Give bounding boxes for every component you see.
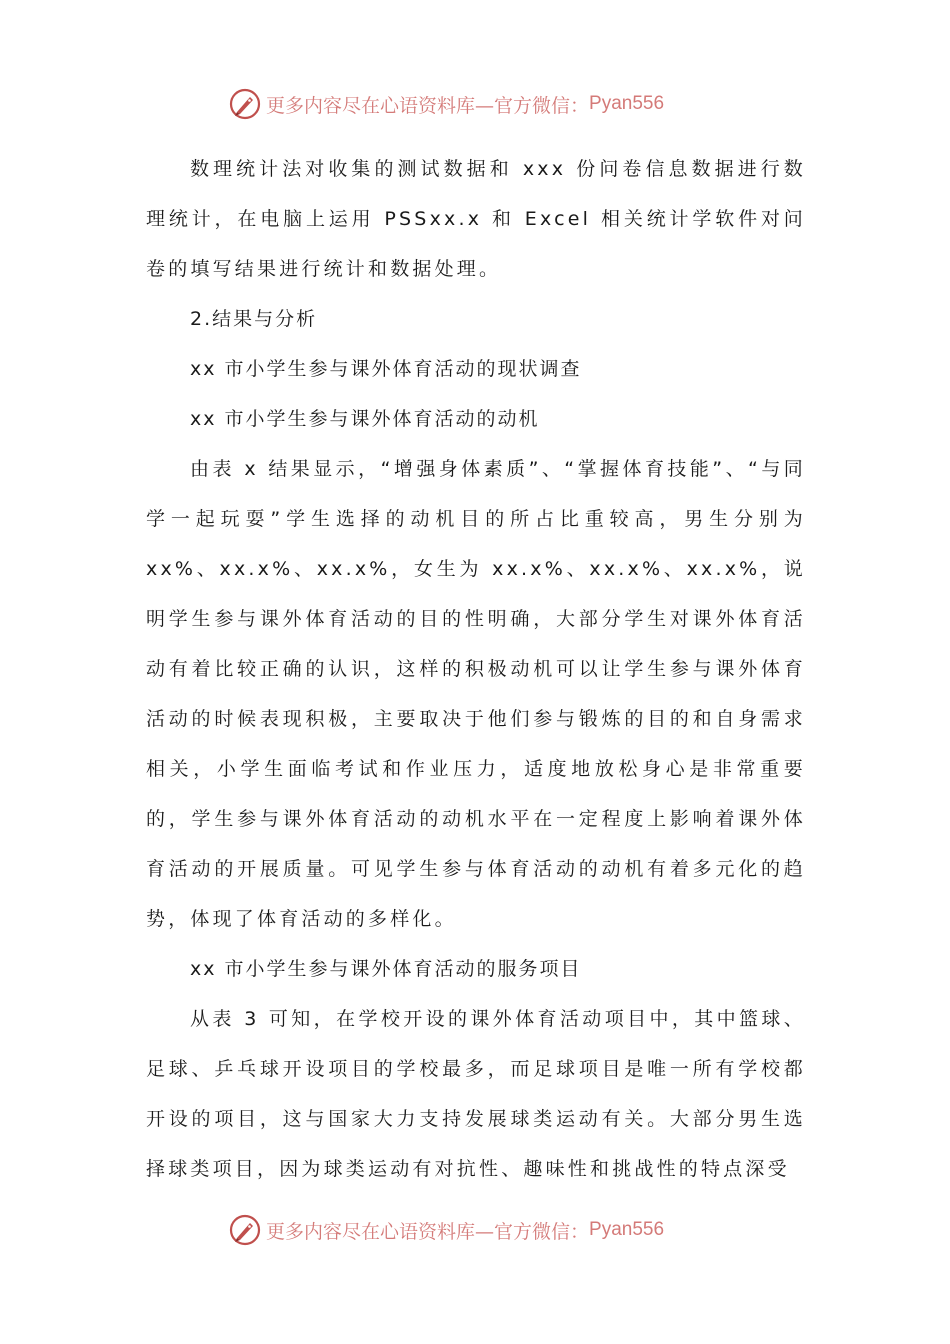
- document-body: [146, 144, 806, 1194]
- pen-nib-logo-icon: [228, 87, 262, 121]
- banner-text: 更多内容尽在心语资料库—官方微信：: [266, 94, 590, 117]
- footer-banner: [228, 1212, 664, 1248]
- subheading-motivation: xx 市小学生参与课外体育活动的动机: [190, 408, 540, 430]
- subheading-projects: xx 市小学生参与课外体育活动的服务项目: [190, 958, 582, 980]
- paragraph-methods: 数理统计法对收集的测试数据和 xxx 份问卷信息数据进行数理统计，在电脑上运用 PSSxx.x 和 Excel 相关统计学软件对问卷的填写结果进行统计和数据处理。: [146, 158, 806, 280]
- banner-text: 更多内容尽在心语资料库—官方微信：: [266, 1220, 590, 1243]
- pen-nib-logo-icon: [228, 1213, 262, 1247]
- subheading-status: xx 市小学生参与课外体育活动的现状调查: [190, 358, 582, 380]
- paragraph-motivation: 由表 x 结果显示，“增强身体素质”、“掌握体育技能”、“与同学一起玩耍”学生选择的动机目的所占比重较高，男生分别为 xx%、xx.x%、xx.x%，女生为 xx.x%、xx.x%、xx.x%，说明学生参与课外体育活动的目的性明确，大部分学生对课外体育活动有着比较正确的认识，这样的积极动机可以让学生参与课外体育活动的时候表现积极，主要取决于他们参与锻炼的目的和自身需求相关，小学生面临考试和作业压力，适度地放松身心是非常重要的，学生参与课外体育活动的动机水平在一定程度上影响着课外体育活动的开展质量。可见学生参与体育活动的动机有着多元化的趋势，体现了体育活动的多样化。: [146, 458, 806, 930]
- wechat-id: Pyan556: [589, 93, 665, 114]
- section-heading-results: 2.结果与分析: [190, 308, 318, 330]
- wechat-id: Pyan556: [589, 1219, 665, 1240]
- header-banner: [228, 86, 664, 122]
- paragraph-projects: 从表 3 可知，在学校开设的课外体育活动项目中，其中篮球、足球、乒乓球开设项目的学校最多，而足球项目是唯一所有学校都开设的项目，这与国家大力支持发展球类运动有关。大部分男生选择球类项目，因为球类运动有对抗性、趣味性和挑战性的特点深受: [146, 1008, 806, 1180]
